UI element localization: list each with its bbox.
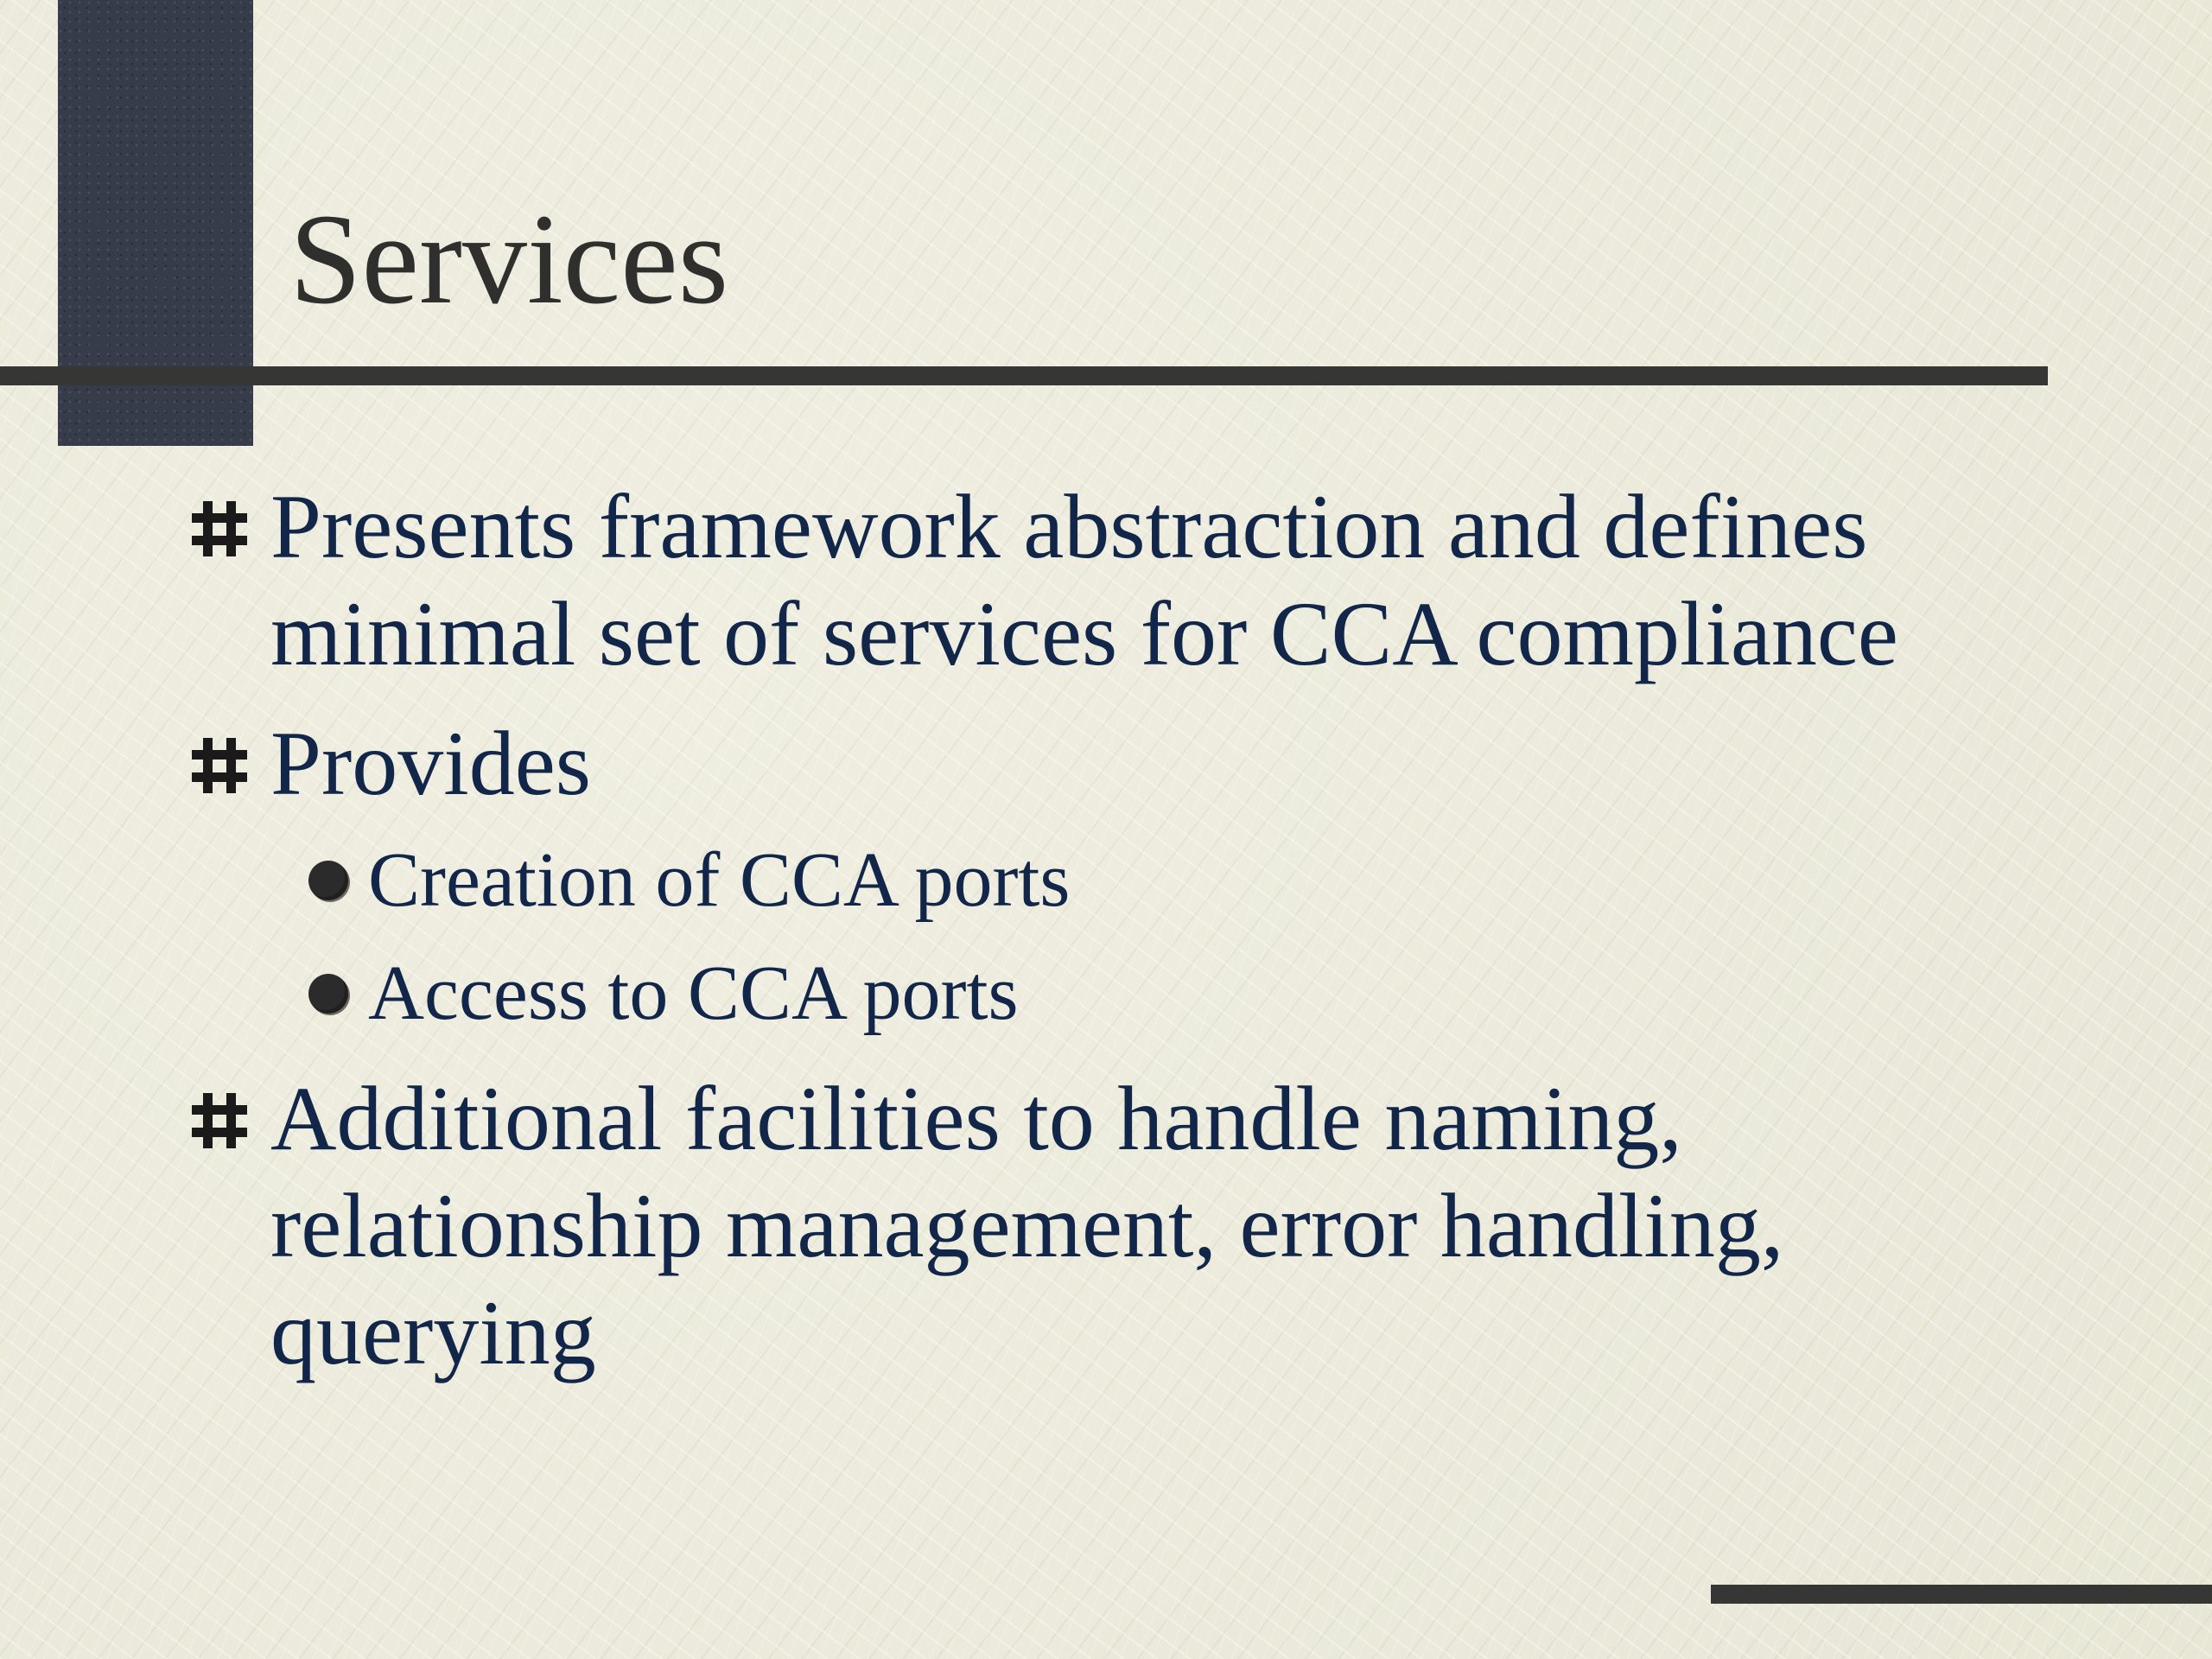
bullet-1-line-1: Presents framework abstraction and defines [270,476,1868,577]
sub-item-access-to-ports: Access to CCA ports [368,950,1019,1036]
sub-item-creation-of-ports: Creation of CCA ports [368,837,1071,923]
round-bullet-icon [308,974,348,1014]
bullet-3-line-1: Additional facilities to handle naming, [270,1068,1682,1169]
slide-title: Services [289,188,729,331]
bullet-1-line-2: minimal set of services for CCA compliance [270,583,1898,684]
hash-bullet-icon [190,736,249,795]
bullet-3-line-3: querying [270,1282,596,1383]
round-bullet-icon [308,861,348,900]
hash-bullet-icon [190,1091,249,1150]
hash-bullet-icon [190,499,249,558]
bullet-2-line-1: Provides [270,713,591,814]
bullet-3-line-2: relationship management, error handling, [270,1175,1784,1276]
